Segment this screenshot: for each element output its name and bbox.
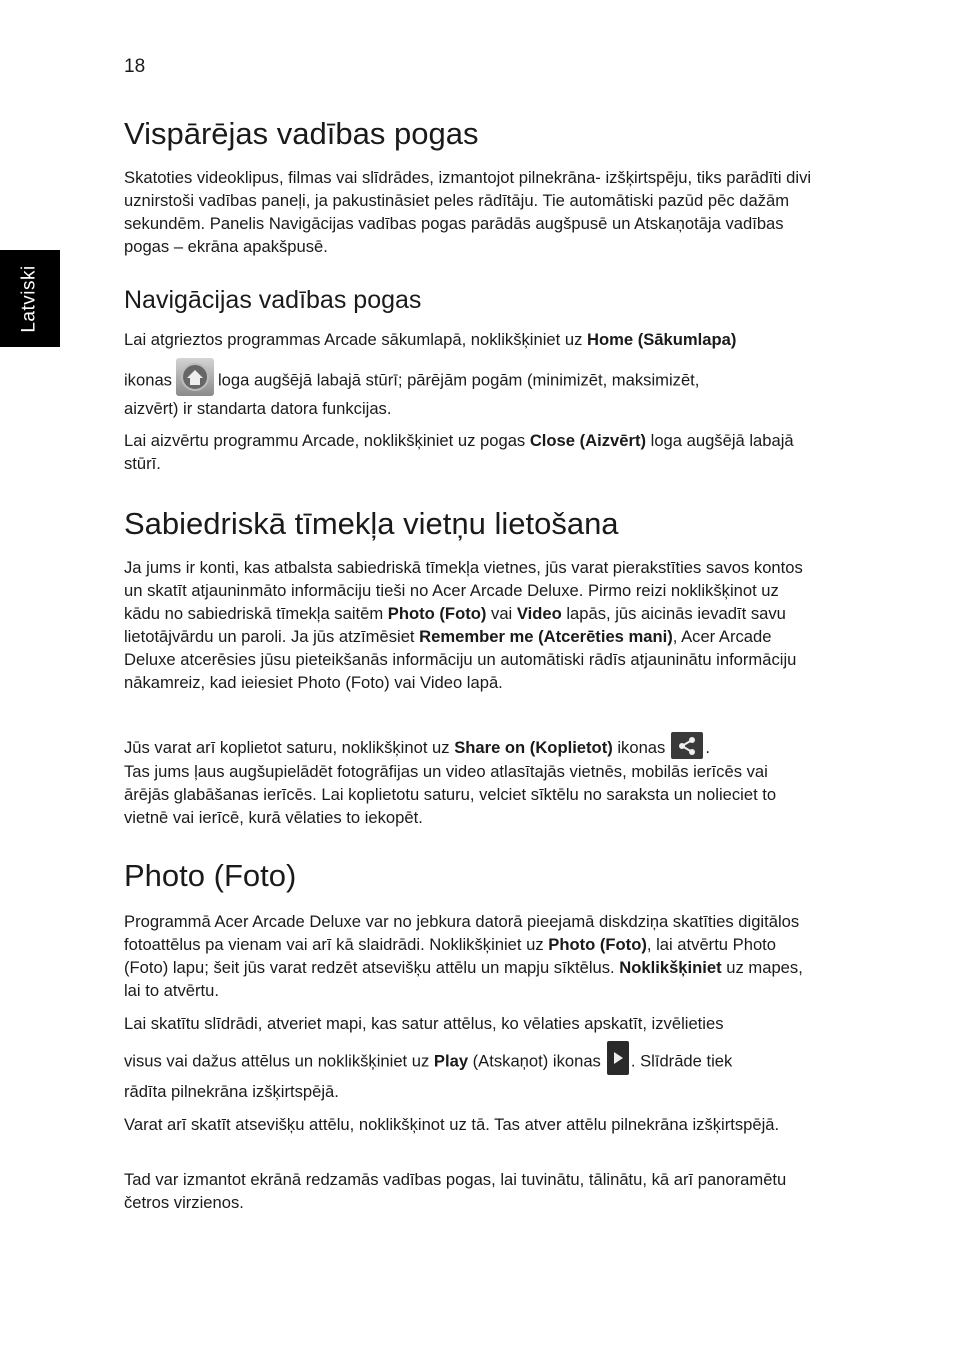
- section4-p4: Tad var izmantot ekrānā redzamās vadības pogas, lai tuvinātu, tālinātu, kā arī panoramētu četros virzienos.: [124, 1170, 787, 1212]
- home-icon: [176, 358, 214, 396]
- section3-p2-line1: Jūs varat arī koplietot saturu, noklikšķinot uz Share on (Koplietot) ikonas .: [124, 736, 710, 759]
- section4-p1: Programmā Acer Arcade Deluxe var no jebkura datorā pieejamā diskdziņa skatīties digitālos fotoattēlus pa vienam vai arī kā slaidrādi. Noklikšķiniet uz Photo (Foto), lai atvērtu Photo (Foto) lapu; šeit jūs varat redzēt atsevišķu attēlu un mapju sīktēlus. Noklikšķiniet uz mapes, lai to atvērtu.: [124, 912, 803, 1000]
- section4-p3: Varat arī skatīt atsevišķu attēlu, noklikšķinot uz tā. Tas atver attēlu pilnekrāna izšķirtspējā.: [124, 1115, 780, 1134]
- section4-p2-line1: Lai skatītu slīdrādi, atveriet mapi, kas satur attēlus, ko vēlaties apskatīt, izvēlieties: [124, 1014, 724, 1033]
- section4-p2-line2: visus vai dažus attēlus un noklikšķiniet uz Play (Atskaņot) ikonas . Slīdrāde tiek: [124, 1049, 732, 1075]
- language-tab-label: Latviski: [19, 264, 41, 333]
- section2-p1-line2: ikonas loga augšējā labajā stūrī; pārējām pogām (minimizēt, maksimizēt,: [124, 366, 699, 396]
- section-title-photo: Photo (Foto): [124, 858, 297, 893]
- section3-p2-rest: Tas jums ļaus augšupielādēt fotogrāfijas un video atlasītajās vietnēs, mobilās ierīcēs vai ārējās glabāšanas ierīcēs. Lai koplietotu saturu, velciet sīktēlu no saraksta un nolieciet to vietnē vai ierīcē, kurā vēlaties to iekopēt.: [124, 762, 777, 827]
- section2-p1-line3: aizvērt) ir standarta datora funkcijas.: [124, 399, 392, 418]
- language-tab: [0, 250, 60, 347]
- section-title-social-networks: Sabiedriskā tīmekļa vietņu lietošana: [124, 506, 619, 541]
- share-icon: [671, 732, 703, 759]
- section4-p2-line3: rādīta pilnekrāna izšķirtspējā.: [124, 1082, 339, 1101]
- section3-p1: Ja jums ir konti, kas atbalsta sabiedriskā tīmekļa vietnes, jūs varat pierakstīties savos kontos un skatīt atjauninmāto informāciju tieši no Acer Arcade Deluxe. Pirmo reizi noklikšķinot uz kādu no sabiedriskā tīmekļa saitēm Photo (Foto) vai Video lapās, jūs aicinās ievadīt savu lietotājvārdu un paroli. Ja jūs atzīmēsiet Remember me (Atcerēties mani), Acer Arcade Deluxe atcerēsies jūsu pieteikšanās informāciju un automātiski rādīs atjauninātu informāciju nākamreiz, kad ieiesiet Photo (Foto) vai Video lapā.: [124, 558, 803, 692]
- section2-p2: Lai aizvērtu programmu Arcade, noklikšķiniet uz pogas Close (Aizvērt) loga augšējā labajā stūrī.: [124, 431, 794, 473]
- section-title-general-controls: Vispārējas vadības pogas: [124, 116, 479, 151]
- section2-p1-line1: Lai atgrieztos programmas Arcade sākumlapā, noklikšķiniet uz Home (Sākumlapa): [124, 330, 737, 349]
- page-number: 18: [124, 56, 146, 77]
- section1-paragraph: Skatoties videoklipus, filmas vai slīdrādes, izmantojot pilnekrāna- izšķirtspēju, tiks parādīti divi uznirstoši vadības paneļi, ja pakustināsiet peles rādītāju. Tie automātiski pazūd pēc dažām sekundēm. Panelis Navigācijas vadības pogas parādās augšpusē un Atskaņotāja vadības pogas – ekrāna apakšpusē.: [124, 168, 812, 256]
- play-icon: [607, 1041, 629, 1075]
- section-title-navigation-controls: Navigācijas vadības pogas: [124, 286, 422, 314]
